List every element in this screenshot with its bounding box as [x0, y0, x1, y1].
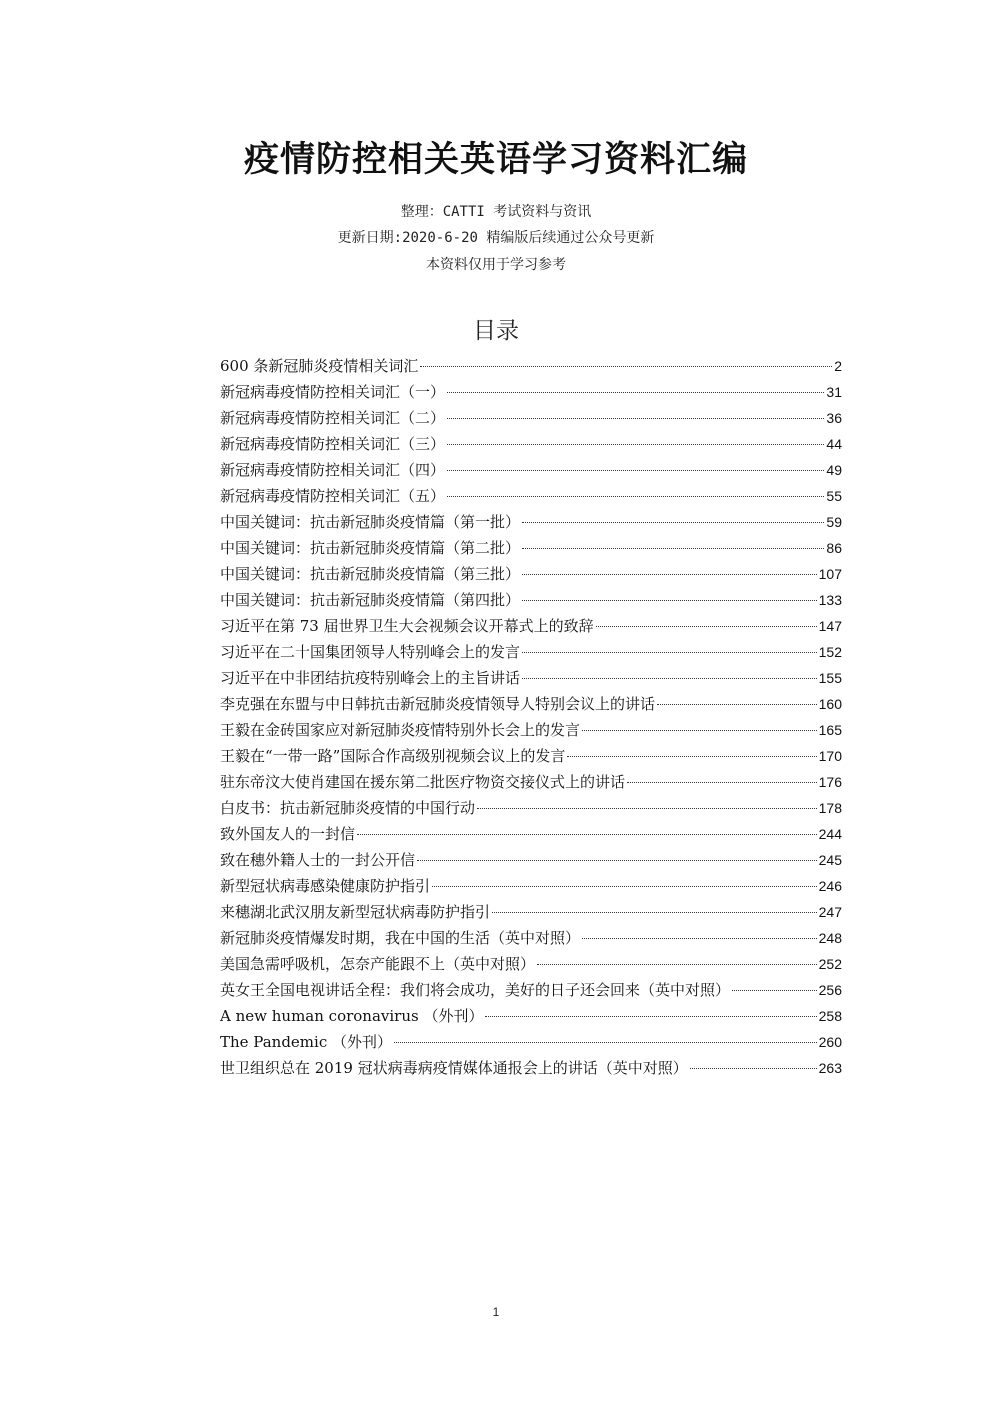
toc-entry-title[interactable]: 中国关键词：抗击新冠肺炎疫情篇（第一批）: [220, 513, 521, 531]
toc-entry-page[interactable]: 44: [826, 436, 842, 452]
toc-dot-leader: [537, 964, 817, 965]
toc-entry-page[interactable]: 133: [818, 592, 842, 608]
toc-entry[interactable]: [220, 407, 842, 433]
update-date-line: 更新日期:2020-6-20 精编版后续通过公众号更新: [337, 230, 655, 246]
disclaimer-line: 本资料仅用于学习参考: [426, 257, 566, 273]
toc-dot-leader: [522, 574, 817, 575]
toc-entry-title[interactable]: The Pandemic （外刊）: [220, 1033, 393, 1051]
toc-entry[interactable]: [220, 745, 842, 771]
toc-entry-page[interactable]: 49: [826, 462, 842, 478]
toc-entry[interactable]: [220, 797, 842, 823]
toc-entry-page[interactable]: 247: [818, 904, 842, 920]
toc-dot-leader: [394, 1042, 817, 1043]
toc-entry[interactable]: [220, 615, 842, 641]
toc-entry[interactable]: [220, 927, 842, 953]
toc-dot-leader: [477, 808, 817, 809]
toc-entry-page[interactable]: 107: [818, 566, 842, 582]
toc-entry[interactable]: [220, 459, 842, 485]
toc-dot-leader: [732, 990, 817, 991]
toc-entry[interactable]: [220, 433, 842, 459]
toc-dot-leader: [447, 392, 824, 393]
toc-entry-page[interactable]: 258: [818, 1008, 842, 1024]
toc-entry-page[interactable]: 165: [818, 722, 842, 738]
toc-entry-title[interactable]: 习近平在中非团结抗疫特别峰会上的主旨讲话: [220, 669, 521, 687]
toc-entry-page[interactable]: 176: [818, 774, 842, 790]
toc-entry[interactable]: [220, 641, 842, 667]
toc-dot-leader: [447, 444, 824, 445]
toc-entry-title[interactable]: 王毅在“一带一路”国际合作高级别视频会议上的发言: [220, 747, 566, 765]
toc-dot-leader: [357, 834, 817, 835]
toc-entry[interactable]: [220, 511, 842, 537]
toc-entry-page[interactable]: 246: [818, 878, 842, 894]
toc-entry[interactable]: [220, 589, 842, 615]
toc-entry-title[interactable]: 来穗湖北武汉朋友新型冠状病毒防护指引: [220, 903, 491, 921]
toc-dot-leader: [567, 756, 816, 757]
toc-entry-page[interactable]: 147: [818, 618, 842, 634]
toc-entry-page[interactable]: 152: [818, 644, 842, 660]
toc-dot-leader: [522, 522, 824, 523]
toc-entry[interactable]: [220, 537, 842, 563]
toc-entry-title[interactable]: 新冠肺炎疫情爆发时期，我在中国的生活（英中对照）: [220, 929, 581, 947]
toc-entry[interactable]: [220, 823, 842, 849]
toc-entry-page[interactable]: 59: [826, 514, 842, 530]
toc-entry-page[interactable]: 86: [826, 540, 842, 556]
toc-entry-title[interactable]: 新冠病毒疫情防控相关词汇（四）: [220, 461, 446, 479]
toc-entry-title[interactable]: 美国急需呼吸机，怎奈产能跟不上（英中对照）: [220, 955, 536, 973]
toc-entry-title[interactable]: 致在穗外籍人士的一封公开信: [220, 851, 416, 869]
toc-dot-leader: [492, 912, 817, 913]
toc-entry[interactable]: [220, 485, 842, 511]
toc-dot-leader: [582, 938, 817, 939]
toc-dot-leader: [627, 782, 817, 783]
toc-dot-leader: [657, 704, 817, 705]
toc-entry-title[interactable]: 习近平在二十国集团领导人特别峰会上的发言: [220, 643, 521, 661]
toc-entry[interactable]: [220, 1031, 842, 1057]
toc-dot-leader: [432, 886, 817, 887]
toc-dot-leader: [522, 652, 817, 653]
toc-dot-leader: [582, 730, 817, 731]
toc-entry[interactable]: [220, 953, 842, 979]
compiler-line: 整理：CATTI 考试资料与资讯: [400, 204, 592, 220]
toc-entry-page[interactable]: 155: [818, 670, 842, 686]
toc-entry-page[interactable]: 178: [818, 800, 842, 816]
toc-dot-leader: [522, 678, 817, 679]
toc-entry[interactable]: [220, 719, 842, 745]
toc-entry-page[interactable]: 256: [818, 982, 842, 998]
toc-entry-title[interactable]: 新冠病毒疫情防控相关词汇（三）: [220, 435, 446, 453]
toc-entry-title[interactable]: 致外国友人的一封信: [220, 825, 356, 843]
document-title: 疫情防控相关英语学习资料汇编: [243, 139, 748, 180]
toc-dot-leader: [596, 626, 817, 627]
toc-dot-leader: [522, 600, 817, 601]
toc-entry-title[interactable]: 世卫组织总在 2019 冠状病毒病疫情媒体通报会上的讲话（英中对照）: [220, 1059, 688, 1077]
toc-entry-page[interactable]: 248: [818, 930, 842, 946]
toc-entry[interactable]: [220, 667, 842, 693]
toc-entry-page[interactable]: 245: [818, 852, 842, 868]
toc-entry-page[interactable]: 36: [826, 410, 842, 426]
toc-entry-title[interactable]: 新冠病毒疫情防控相关词汇（一）: [220, 383, 446, 401]
toc-entry-title[interactable]: A new human coronavirus （外刊）: [220, 1007, 484, 1025]
table-of-contents: [220, 355, 842, 1083]
toc-entry-title[interactable]: 李克强在东盟与中日韩抗击新冠肺炎疫情领导人特别会议上的讲话: [220, 695, 656, 713]
toc-entry-title[interactable]: 白皮书：抗击新冠肺炎疫情的中国行动: [220, 799, 476, 817]
toc-entry-title[interactable]: 英女王全国电视讲话全程：我们将会成功，美好的日子还会回来（英中对照）: [220, 981, 731, 999]
toc-entry-title[interactable]: 驻东帝汶大使肖建国在援东第二批医疗物资交接仪式上的讲话: [220, 773, 626, 791]
toc-entry-title[interactable]: 新冠病毒疫情防控相关词汇（二）: [220, 409, 446, 427]
toc-entry-title[interactable]: 王毅在金砖国家应对新冠肺炎疫情特别外长会上的发言: [220, 721, 581, 739]
toc-entry[interactable]: [220, 771, 842, 797]
toc-entry[interactable]: [220, 979, 842, 1005]
toc-entry-title[interactable]: 中国关键词：抗击新冠肺炎疫情篇（第四批）: [220, 591, 521, 609]
toc-entry-page[interactable]: 260: [818, 1034, 842, 1050]
toc-entry[interactable]: [220, 563, 842, 589]
toc-dot-leader: [522, 548, 824, 549]
toc-entry[interactable]: [220, 381, 842, 407]
toc-entry[interactable]: [220, 849, 842, 875]
toc-entry-page[interactable]: 55: [826, 488, 842, 504]
toc-entry[interactable]: [220, 901, 842, 927]
toc-dot-leader: [447, 418, 824, 419]
toc-entry-page[interactable]: 160: [818, 696, 842, 712]
toc-entry-page[interactable]: 263: [818, 1060, 842, 1076]
toc-dot-leader: [690, 1068, 817, 1069]
toc-entry-title[interactable]: 中国关键词：抗击新冠肺炎疫情篇（第三批）: [220, 565, 521, 583]
toc-dot-leader: [417, 860, 817, 861]
toc-dot-leader: [447, 470, 824, 471]
toc-entry-title[interactable]: 新型冠状病毒感染健康防护指引: [220, 877, 431, 895]
toc-entry-page[interactable]: 31: [826, 384, 842, 400]
toc-entry-page[interactable]: 244: [818, 826, 842, 842]
toc-entry[interactable]: [220, 693, 842, 719]
page-number: 1: [492, 1305, 500, 1319]
toc-entry-page[interactable]: 170: [818, 748, 842, 764]
toc-dot-leader: [447, 496, 824, 497]
toc-entry-title[interactable]: 习近平在第 73 届世界卫生大会视频会议开幕式上的致辞: [220, 617, 594, 635]
toc-dot-leader: [485, 1016, 816, 1017]
toc-entry[interactable]: [220, 875, 842, 901]
toc-entry-title[interactable]: 中国关键词：抗击新冠肺炎疫情篇（第二批）: [220, 539, 521, 557]
toc-dot-leader: [420, 366, 832, 367]
toc-entry-page[interactable]: 252: [818, 956, 842, 972]
toc-entry-title[interactable]: 新冠病毒疫情防控相关词汇（五）: [220, 487, 446, 505]
toc-entry-title[interactable]: 600 条新冠肺炎疫情相关词汇: [220, 357, 419, 375]
toc-heading: 目录: [473, 318, 519, 344]
toc-entry-page[interactable]: 2: [834, 358, 842, 374]
toc-entry[interactable]: [220, 355, 842, 381]
toc-entry[interactable]: [220, 1057, 842, 1083]
toc-entry[interactable]: [220, 1005, 842, 1031]
